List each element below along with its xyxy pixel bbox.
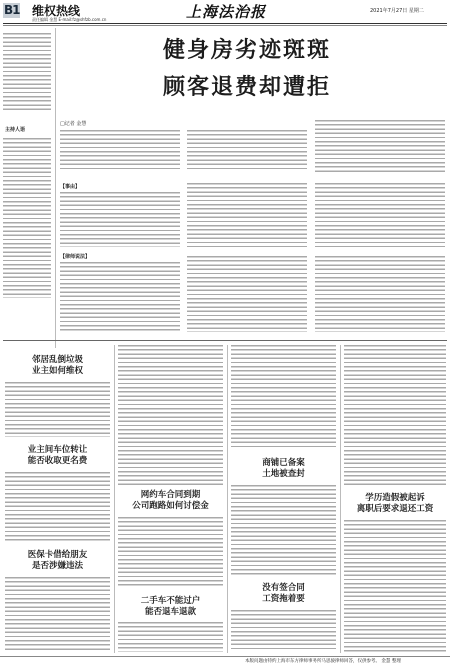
lawyer-text-col1 <box>60 262 180 332</box>
lead-text-col3 <box>315 120 445 172</box>
article6-title-line1: 商铺已备案 <box>262 458 305 468</box>
host-column-title: 主持人语 <box>5 127 26 133</box>
main-headline-line2: 顾客退费却遭拒 <box>163 75 332 100</box>
issue-date: 2021年7月27日 星期二 <box>370 8 424 14</box>
col-divider-3 <box>340 345 341 653</box>
article2-title <box>5 445 110 467</box>
article5-title <box>118 596 223 618</box>
article7-text <box>231 610 336 652</box>
col-divider-1 <box>114 345 115 653</box>
section-title: 维权热线 <box>32 4 81 18</box>
article5-text <box>118 622 223 652</box>
article8-title <box>344 493 446 515</box>
article3-text <box>5 577 110 652</box>
lead-text-col2 <box>187 130 307 172</box>
article1-text <box>5 382 110 437</box>
lawyer-text-col2 <box>187 256 307 332</box>
article5-title-line1: 二手车不能过户 <box>140 596 201 606</box>
article5-title-line2: 能否退车退款 <box>144 607 196 617</box>
byline: □记者 金慧 <box>60 121 87 127</box>
article7-title-line1: 没有签合同 <box>262 583 305 593</box>
article-col2-top-text <box>118 345 223 485</box>
case-label: 【事由】 <box>60 184 81 190</box>
article4-title-line2: 公司跑路如何讨偿金 <box>132 501 209 511</box>
case-text-col3 <box>315 183 445 247</box>
article7-title-line2: 工资拖着要 <box>262 594 305 604</box>
article2-text <box>5 472 110 542</box>
page-code: B1 <box>4 3 20 17</box>
article1-title <box>5 355 110 377</box>
header-rule-thin <box>3 25 447 26</box>
article-col4-top-text <box>344 345 446 485</box>
footer-note: 本版问题由特约上海市东方律师事务所马思骏律师回答，仅供参考。 金慧 整理 <box>245 659 401 664</box>
article1-title-line1: 邻居乱倒垃圾 <box>31 355 83 365</box>
article4-title <box>118 490 223 512</box>
article3-title <box>5 550 110 572</box>
article2-title-line2: 能否收取更名费 <box>27 456 88 466</box>
case-text-col1 <box>60 192 180 247</box>
intro-text-left <box>3 33 51 113</box>
article1-title-line2: 业主如何维权 <box>31 366 83 376</box>
col-divider-2 <box>227 345 228 653</box>
article4-title-line1: 网约车合同到期 <box>140 490 201 500</box>
article-col3-top-text <box>231 345 336 450</box>
case-text-col2 <box>187 183 307 247</box>
section-rule <box>3 340 447 341</box>
article2-title-line1: 业主间车位转让 <box>27 445 88 455</box>
article6-title <box>231 458 336 480</box>
main-headline-line1: 健身房劣迹斑斑 <box>163 38 332 63</box>
article6-title-line2: 土地被查封 <box>262 469 305 479</box>
article6-text <box>231 485 336 575</box>
article8-title-line2: 离职后要求退还工资 <box>356 504 434 514</box>
header-rule <box>3 23 447 24</box>
host-column-text <box>3 138 51 298</box>
article3-title-line1: 医保卡借给朋友 <box>27 550 88 560</box>
lead-text-col1 <box>60 130 180 172</box>
article8-text <box>344 520 446 652</box>
article3-title-line2: 是否涉嫌违法 <box>31 561 83 571</box>
editors-line: 责任编辑 金慧 E-mail:fz@shfzb.com.cn <box>32 17 107 22</box>
host-column <box>3 120 53 320</box>
article8-title-line1: 学历造假被起诉 <box>365 493 425 503</box>
article7-title <box>231 583 336 605</box>
masthead-logo: 上海法治报 <box>186 3 267 21</box>
article4-text <box>118 517 223 587</box>
lawyer-label: 【律师说法】 <box>60 254 91 260</box>
col-divider-left <box>55 28 56 348</box>
lawyer-text-col3 <box>315 256 445 332</box>
